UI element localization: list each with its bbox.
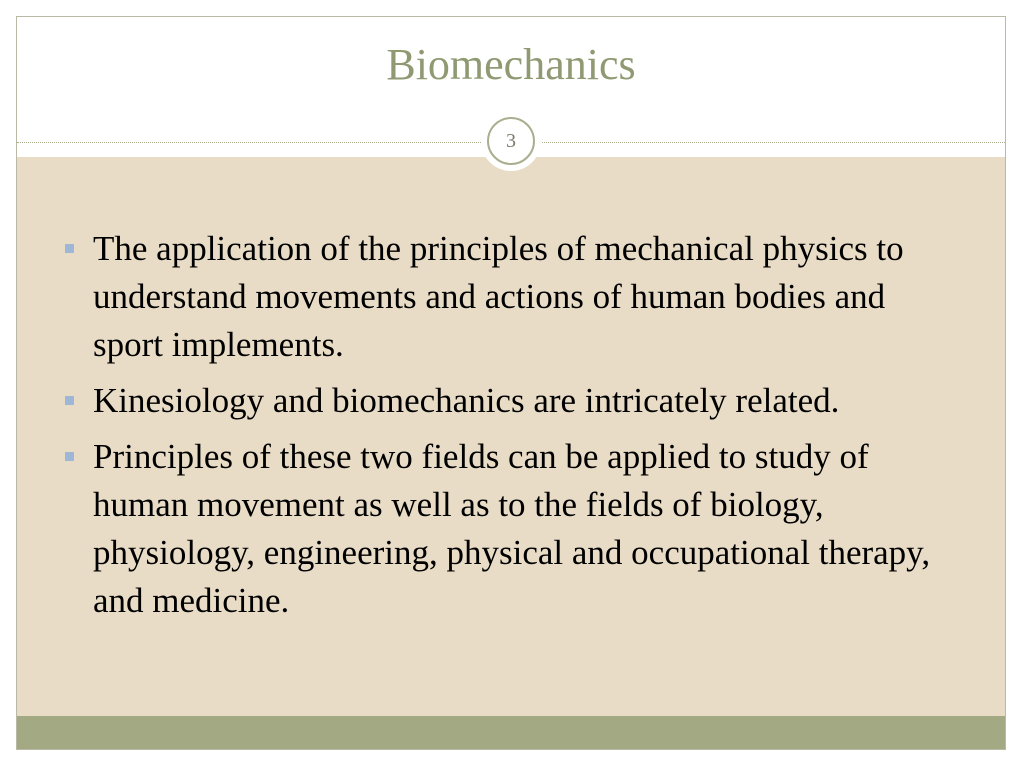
bullet-list: [61, 225, 961, 633]
square-bullet-icon: [65, 244, 74, 253]
bullet-item: [61, 377, 961, 425]
bullet-text: Principles of these two fields can be applied to study of human movement as well as to the fields of biology, physiology, engineering, physical and occupational therapy, and medicine.: [93, 437, 931, 620]
bullet-item: [61, 225, 961, 369]
square-bullet-icon: [65, 396, 74, 405]
page-number-badge: [481, 111, 541, 171]
bullet-text: Kinesiology and biomechanics are intricately related.: [93, 381, 840, 420]
footer-band: [17, 716, 1005, 750]
bullet-text: The application of the principles of mechanical physics to understand movements and actions of human bodies and sport implements.: [93, 229, 904, 364]
slide: [16, 16, 1006, 750]
square-bullet-icon: [65, 452, 74, 461]
bullet-item: [61, 433, 961, 625]
page-number: 3: [487, 117, 535, 165]
slide-title: Biomechanics: [386, 40, 636, 89]
